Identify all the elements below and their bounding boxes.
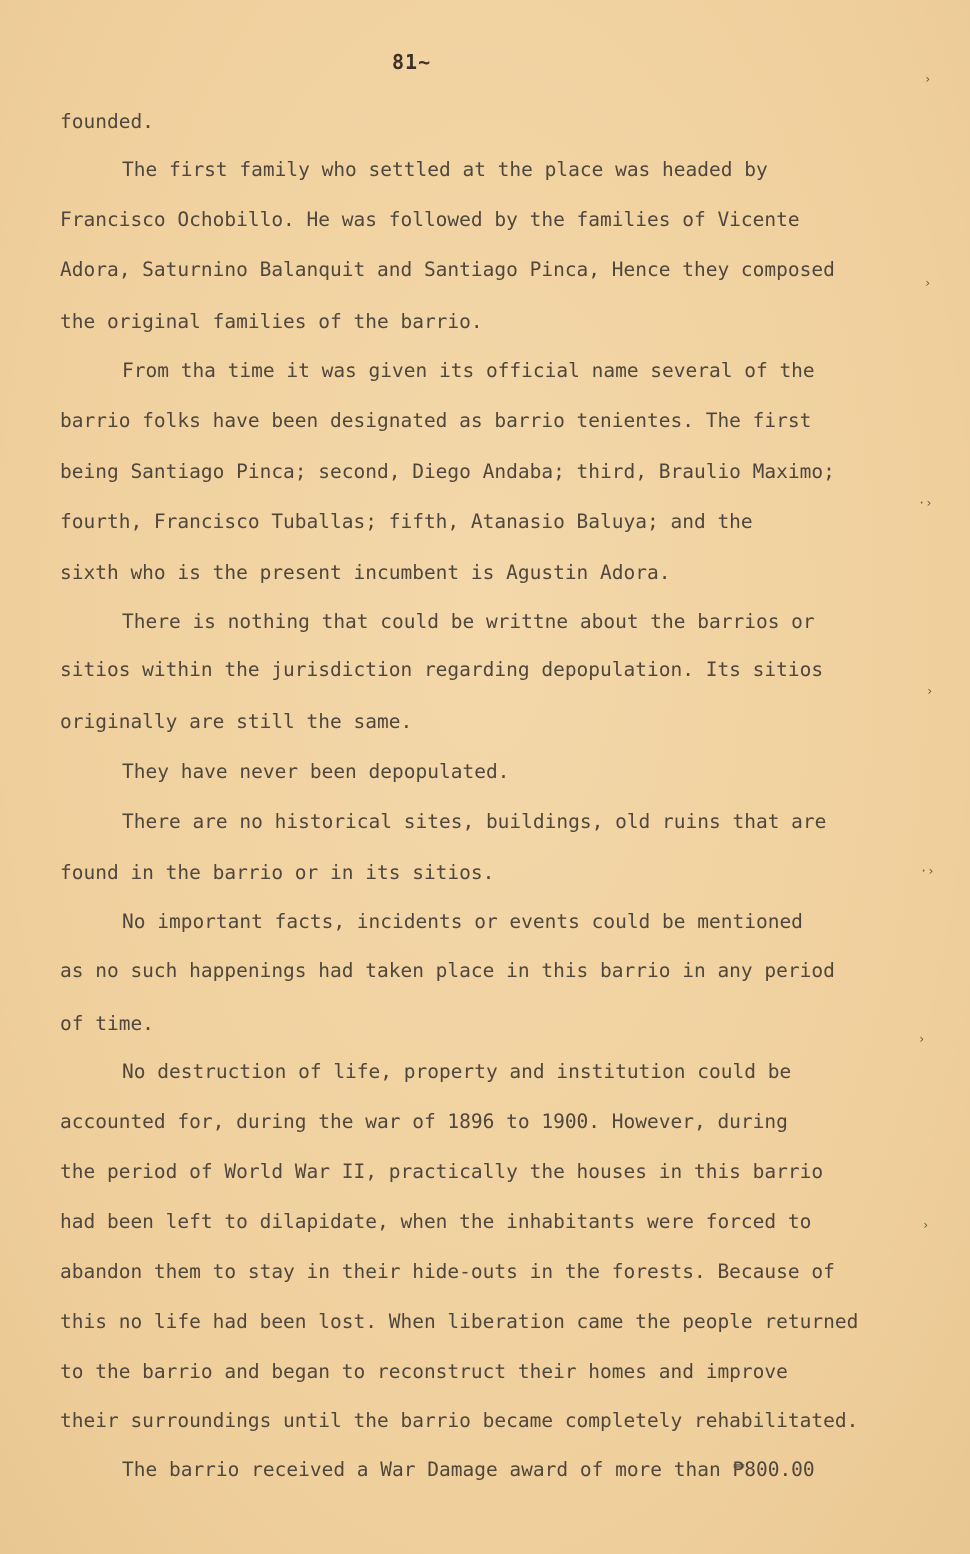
text-line: as no such happenings had taken place in this barrio in any period bbox=[60, 959, 835, 982]
text-line: the original families of the barrio. bbox=[60, 310, 483, 333]
margin-mark: › bbox=[924, 72, 932, 86]
page-number: 81~ bbox=[392, 50, 432, 74]
text-line: The barrio received a War Damage award of more than ₱800.00 bbox=[122, 1458, 815, 1481]
text-line: found in the barrio or in its sitios. bbox=[60, 861, 495, 884]
text-line: the period of World War II, practically the houses in this barrio bbox=[60, 1160, 824, 1183]
text-line: barrio folks have been designated as barrio tenientes. The first bbox=[60, 409, 812, 432]
text-line: They have never been depopulated. bbox=[122, 760, 510, 783]
text-line: had been left to dilapidate, when the inhabitants were forced to bbox=[60, 1210, 812, 1233]
text-line: this no life had been lost. When liberation came the people returned bbox=[60, 1310, 859, 1333]
text-line: of time. bbox=[60, 1012, 154, 1035]
margin-mark: › bbox=[918, 1032, 926, 1046]
text-line: Francisco Ochobillo. He was followed by the families of Vicente bbox=[60, 208, 800, 231]
text-line: their surroundings until the barrio became completely rehabilitated. bbox=[60, 1409, 859, 1432]
margin-mark: › bbox=[922, 1218, 930, 1232]
text-line: There is nothing that could be writtne about the barrios or bbox=[122, 610, 815, 633]
text-line: No important facts, incidents or events could be mentioned bbox=[122, 910, 803, 933]
text-line: From tha time it was given its official name several of the bbox=[122, 359, 815, 382]
text-line: founded. bbox=[60, 110, 154, 133]
text-line: sixth who is the present incumbent is Agustin Adora. bbox=[60, 561, 671, 584]
text-line: fourth, Francisco Tuballas; fifth, Atanasio Baluya; and the bbox=[60, 510, 753, 533]
text-line: There are no historical sites, buildings, old ruins that are bbox=[122, 810, 827, 833]
text-line: abandon them to stay in their hide-outs in the forests. Because of bbox=[60, 1260, 835, 1283]
text-line: No destruction of life, property and institution could be bbox=[122, 1060, 792, 1083]
text-line: Adora, Saturnino Balanquit and Santiago Pinca, Hence they composed bbox=[60, 258, 835, 281]
text-line: sitios within the jurisdiction regarding depopulation. Its sitios bbox=[60, 658, 824, 681]
margin-mark: ·› bbox=[920, 864, 935, 878]
text-line: originally are still the same. bbox=[60, 710, 413, 733]
text-line: The first family who settled at the place was headed by bbox=[122, 158, 768, 181]
margin-mark: › bbox=[924, 276, 932, 290]
margin-mark: ·› bbox=[918, 496, 933, 510]
text-line: being Santiago Pinca; second, Diego Andaba; third, Braulio Maximo; bbox=[60, 460, 835, 483]
margin-mark: › bbox=[926, 684, 934, 698]
text-line: accounted for, during the war of 1896 to 1900. However, during bbox=[60, 1110, 788, 1133]
text-line: to the barrio and began to reconstruct their homes and improve bbox=[60, 1360, 788, 1383]
